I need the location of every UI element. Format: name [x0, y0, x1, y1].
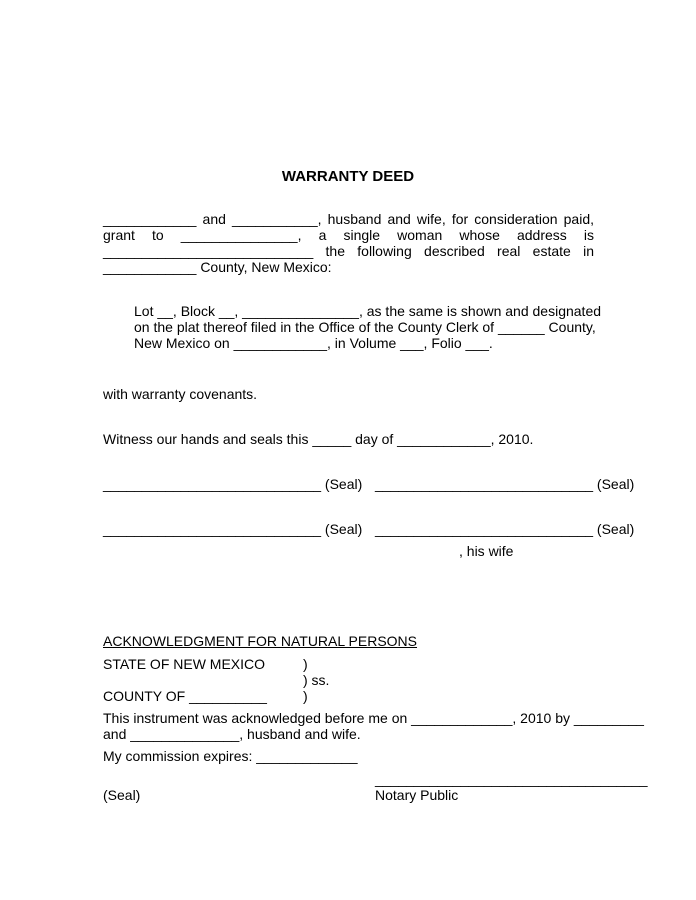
- notary-public-label: Notary Public: [375, 787, 459, 803]
- paren: ): [303, 656, 308, 672]
- signature-line-seal: ____________________________ (Seal): [103, 476, 363, 492]
- grant-line-3: ___________________________ the following described real estate in: [103, 243, 594, 259]
- grant-line-1: ____________ and ___________, husband and wife, for consideration paid,: [103, 211, 594, 227]
- signature-line-seal: ____________________________ (Seal): [375, 521, 635, 537]
- commission-expires: My commission expires: _____________: [103, 748, 358, 764]
- property-line-2: on the plat thereof filed in the Office of the County Clerk of ______ County,: [134, 319, 596, 335]
- property-line-3: New Mexico on ____________, in Volume ___, Folio ___.: [134, 335, 493, 351]
- signature-line-seal: ____________________________ (Seal): [375, 476, 635, 492]
- ss-label: ) ss.: [303, 672, 330, 688]
- county-label: COUNTY OF __________: [103, 688, 267, 704]
- covenants-text: with warranty covenants.: [103, 386, 258, 402]
- acknowledgment-statement-line-1: This instrument was acknowledged before me on _____________, 2010 by _________: [103, 710, 644, 726]
- state-label: STATE OF NEW MEXICO: [103, 656, 266, 672]
- grant-line-4: ____________ County, New Mexico:: [103, 259, 332, 275]
- his-wife-label: , his wife: [459, 543, 514, 559]
- acknowledgment-statement-line-2: and ______________, husband and wife.: [103, 726, 361, 742]
- notary-signature-line: ___________________________________: [375, 771, 648, 787]
- witness-text: Witness our hands and seals this _____ day of ____________, 2010.: [103, 431, 534, 447]
- grant-line-2: grant to _______________, a single woman whose address is: [103, 227, 594, 243]
- signature-line-seal: ____________________________ (Seal): [103, 521, 363, 537]
- seal-label: (Seal): [103, 787, 141, 803]
- acknowledgment-heading: ACKNOWLEDGMENT FOR NATURAL PERSONS: [103, 633, 418, 649]
- document-title: WARRANTY DEED: [281, 168, 415, 185]
- property-line-1: Lot __, Block __, _______________, as the same is shown and designated: [134, 303, 602, 319]
- paren: ): [303, 688, 308, 704]
